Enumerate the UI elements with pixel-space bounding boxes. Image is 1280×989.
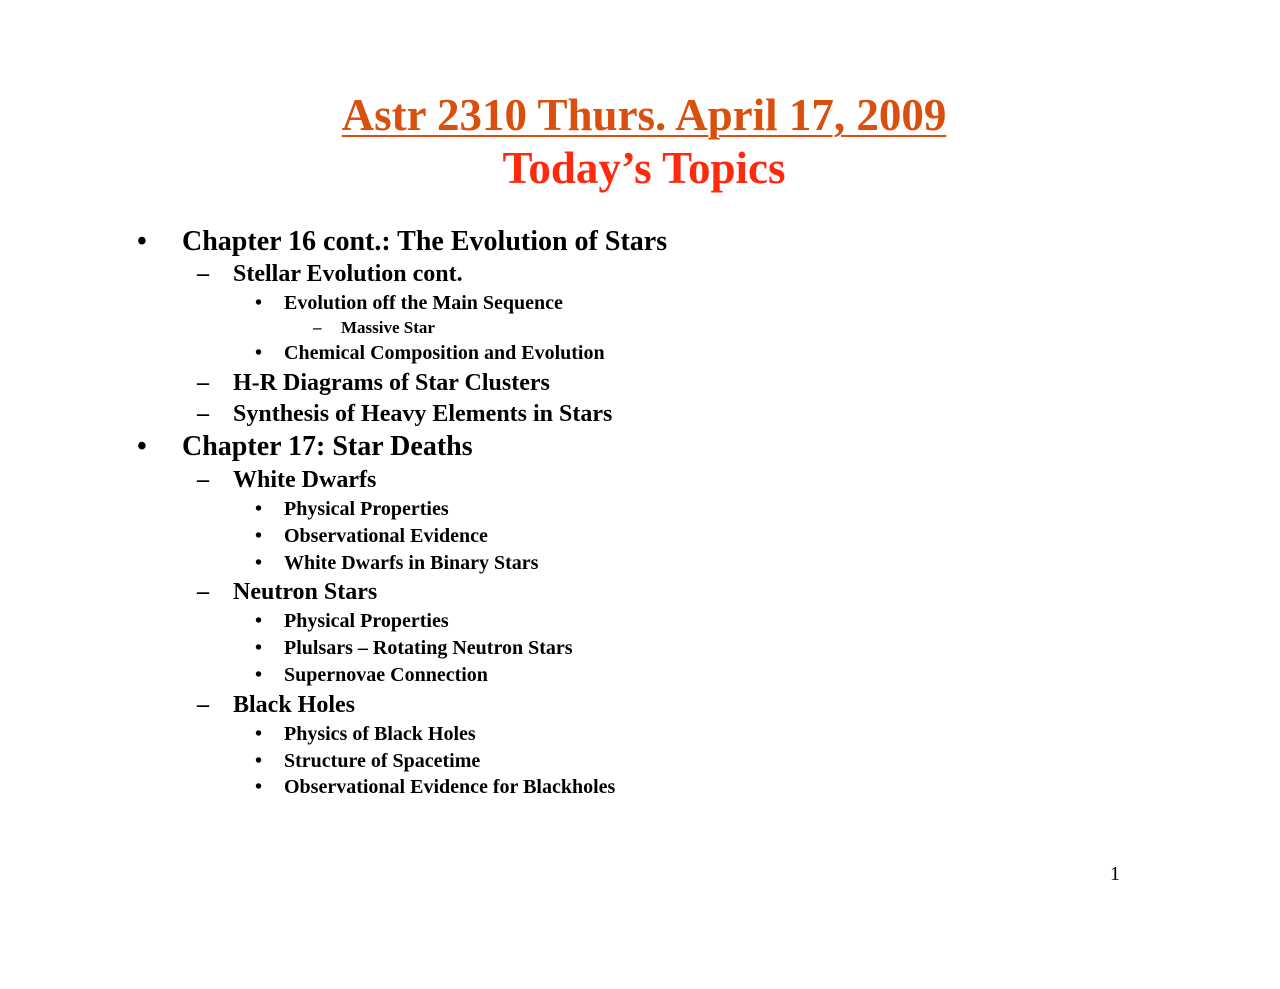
topic-white-dwarfs: White Dwarfs: [233, 467, 377, 493]
dash-marker: –: [197, 401, 209, 427]
topic-synthesis: Synthesis of Heavy Elements in Stars: [233, 401, 613, 427]
bullet-marker: •: [255, 664, 263, 686]
slide-title: Astr 2310 Thurs. April 17, 2009: [341, 90, 947, 140]
subtopic-bh-spacetime: Structure of Spacetime: [284, 750, 481, 772]
dash-marker: –: [197, 579, 209, 605]
bullet-marker: •: [255, 292, 263, 314]
page-number: 1: [1110, 863, 1120, 885]
dash-marker: –: [313, 318, 322, 337]
subtopic-wd-binary-stars: White Dwarfs in Binary Stars: [284, 552, 539, 574]
subtopic-ns-supernovae: Supernovae Connection: [284, 664, 488, 686]
chapter-16-heading: Chapter 16 cont.: The Evolution of Stars: [182, 226, 668, 257]
bullet-marker: •: [255, 498, 263, 520]
bullet-marker: •: [137, 226, 147, 257]
dash-marker: –: [197, 692, 209, 718]
topic-hr-diagrams: H-R Diagrams of Star Clusters: [233, 370, 550, 396]
subtopic-bh-evidence: Observational Evidence for Blackholes: [284, 776, 616, 798]
bullet-marker: •: [137, 431, 147, 462]
bullet-marker: •: [255, 723, 263, 745]
subtopic-wd-observational-evidence: Observational Evidence: [284, 525, 488, 547]
chapter-17-heading: Chapter 17: Star Deaths: [182, 431, 473, 462]
dash-marker: –: [197, 261, 209, 287]
topic-neutron-stars: Neutron Stars: [233, 579, 378, 605]
subtopic-ns-pulsars: Plulsars – Rotating Neutron Stars: [284, 637, 573, 659]
subsubtopic-massive-star: Massive Star: [341, 318, 435, 337]
subtopic-chemical-composition: Chemical Composition and Evolution: [284, 342, 605, 364]
topic-black-holes: Black Holes: [233, 692, 356, 718]
bullet-marker: •: [255, 750, 263, 772]
subtopic-wd-physical-properties: Physical Properties: [284, 498, 449, 520]
bullet-marker: •: [255, 342, 263, 364]
subtopic-off-main-sequence: Evolution off the Main Sequence: [284, 292, 563, 314]
bullet-marker: •: [255, 637, 263, 659]
bullet-marker: •: [255, 776, 263, 798]
subtopic-ns-physical-properties: Physical Properties: [284, 610, 449, 632]
bullet-marker: •: [255, 610, 263, 632]
slide-subtitle: Today’s Topics: [502, 143, 786, 193]
dash-marker: –: [197, 467, 209, 493]
subtopic-bh-physics: Physics of Black Holes: [284, 723, 476, 745]
bullet-marker: •: [255, 525, 263, 547]
dash-marker: –: [197, 370, 209, 396]
topic-stellar-evolution: Stellar Evolution cont.: [233, 261, 463, 287]
bullet-marker: •: [255, 552, 263, 574]
